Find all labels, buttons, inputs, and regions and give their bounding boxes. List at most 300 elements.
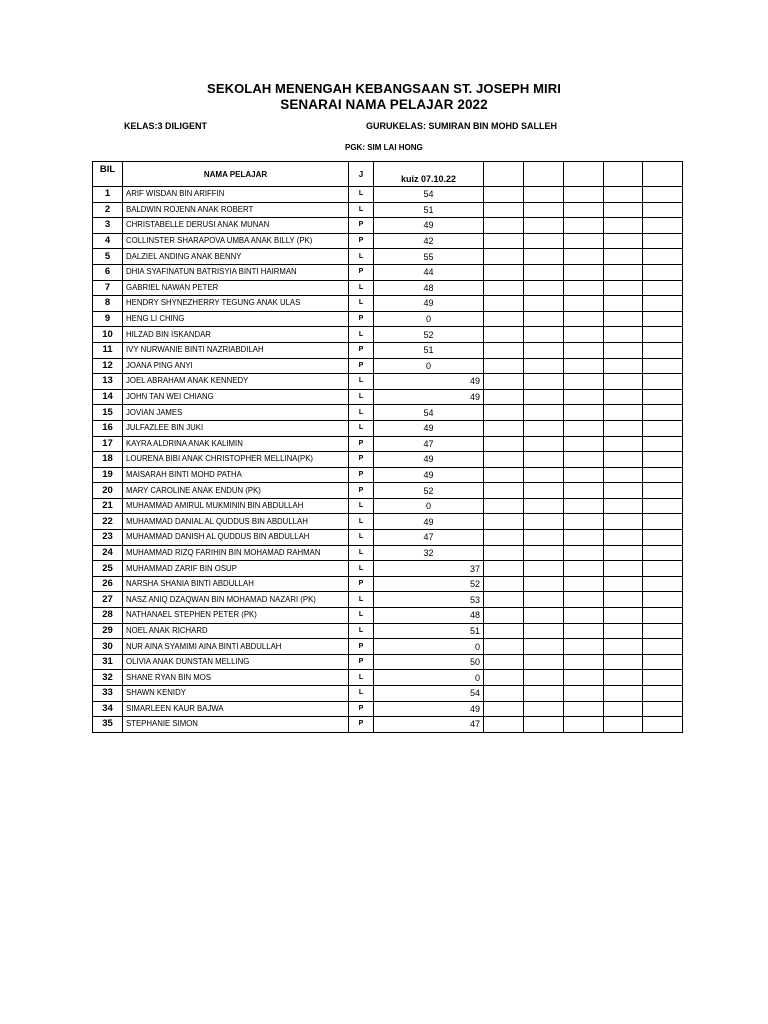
empty-cell <box>564 280 604 296</box>
gender-code: P <box>349 639 374 655</box>
empty-cell <box>564 264 604 280</box>
row-number: 34 <box>93 701 123 717</box>
empty-cell <box>643 483 683 499</box>
quiz-score: 0 <box>374 311 484 327</box>
student-name: DALZIEL ANDING ANAK BENNY <box>123 249 349 265</box>
student-name: IVY NURWANIE BINTI NAZRIABDILAH <box>123 342 349 358</box>
row-number: 8 <box>93 296 123 312</box>
student-name: BALDWIN ROJENN ANAK ROBERT <box>123 202 349 218</box>
empty-cell <box>524 296 564 312</box>
empty-cell <box>524 530 564 546</box>
empty-cell <box>524 405 564 421</box>
student-name: CHRISTABELLE DERUSI ANAK MUNAN <box>123 218 349 234</box>
empty-cell <box>484 623 524 639</box>
empty-cell <box>564 342 604 358</box>
empty-cell <box>524 311 564 327</box>
empty-cell <box>604 576 643 592</box>
empty-cell <box>564 498 604 514</box>
empty-cell <box>564 670 604 686</box>
empty-cell <box>643 701 683 717</box>
empty-cell <box>604 717 643 733</box>
empty-cell <box>564 296 604 312</box>
row-number: 18 <box>93 452 123 468</box>
empty-cell <box>564 545 604 561</box>
empty-cell <box>524 280 564 296</box>
student-name: HILZAD BIN ISKANDAR <box>123 327 349 343</box>
row-number: 32 <box>93 670 123 686</box>
student-name: STEPHANIE SIMON <box>123 717 349 733</box>
empty-cell <box>524 717 564 733</box>
table-row <box>93 608 683 624</box>
column-header-j: J <box>349 162 374 187</box>
empty-cell <box>604 686 643 702</box>
student-name: COLLINSTER SHARAPOVA UMBA ANAK BILLY (PK) <box>123 233 349 249</box>
school-title: SEKOLAH MENENGAH KEBANGSAAN ST. JOSEPH MIRI <box>207 81 561 96</box>
quiz-score: 53 <box>374 592 484 608</box>
student-name: MUHAMMAD RIZQ FARIHIN BIN MOHAMAD RAHMAN <box>123 545 349 561</box>
empty-cell <box>524 233 564 249</box>
gender-code: L <box>349 498 374 514</box>
quiz-score: 49 <box>374 420 484 436</box>
empty-cell <box>524 561 564 577</box>
empty-cell <box>604 498 643 514</box>
quiz-score: 52 <box>374 576 484 592</box>
empty-header-cell <box>524 162 564 187</box>
student-name: JOEL ABRAHAM ANAK KENNEDY <box>123 374 349 390</box>
empty-cell <box>564 218 604 234</box>
empty-cell <box>643 327 683 343</box>
student-name: MARY CAROLINE ANAK ENDUN (PK) <box>123 483 349 499</box>
empty-header-cell <box>484 162 524 187</box>
empty-cell <box>643 311 683 327</box>
gender-code: L <box>349 670 374 686</box>
student-name: NATHANAEL STEPHEN PETER (PK) <box>123 608 349 624</box>
student-name: JOANA PING ANYI <box>123 358 349 374</box>
row-number: 29 <box>93 623 123 639</box>
empty-cell <box>484 530 524 546</box>
pgk-label: PGK: SIM LAI HONG <box>345 143 423 152</box>
empty-cell <box>643 576 683 592</box>
quiz-score: 55 <box>374 249 484 265</box>
empty-cell <box>484 405 524 421</box>
empty-cell <box>604 514 643 530</box>
gender-code: L <box>349 389 374 405</box>
empty-cell <box>643 420 683 436</box>
student-table <box>92 161 683 733</box>
gender-code: P <box>349 218 374 234</box>
empty-cell <box>484 561 524 577</box>
quiz-score: 32 <box>374 545 484 561</box>
quiz-score: 50 <box>374 654 484 670</box>
table-row <box>93 701 683 717</box>
table-row <box>93 670 683 686</box>
empty-cell <box>564 686 604 702</box>
empty-cell <box>604 327 643 343</box>
empty-cell <box>484 342 524 358</box>
table-row <box>93 530 683 546</box>
quiz-score: 47 <box>374 530 484 546</box>
empty-cell <box>643 342 683 358</box>
quiz-score: 54 <box>374 405 484 421</box>
row-number: 3 <box>93 218 123 234</box>
row-number: 16 <box>93 420 123 436</box>
empty-cell <box>604 561 643 577</box>
gender-code: P <box>349 436 374 452</box>
empty-cell <box>484 436 524 452</box>
empty-cell <box>564 483 604 499</box>
table-row <box>93 264 683 280</box>
table-header-row <box>93 162 683 187</box>
student-name: JOVIAN JAMES <box>123 405 349 421</box>
empty-cell <box>524 670 564 686</box>
student-name: GABRIEL NAWAN PETER <box>123 280 349 296</box>
row-number: 10 <box>93 327 123 343</box>
empty-cell <box>484 717 524 733</box>
empty-cell <box>484 592 524 608</box>
gender-code: L <box>349 420 374 436</box>
empty-cell <box>604 389 643 405</box>
empty-cell <box>484 218 524 234</box>
empty-cell <box>604 436 643 452</box>
gender-code: L <box>349 514 374 530</box>
empty-cell <box>643 187 683 203</box>
row-number: 13 <box>93 374 123 390</box>
student-name: SHAWN KENIDY <box>123 686 349 702</box>
empty-cell <box>643 654 683 670</box>
student-name: DHIA SYAFINATUN BATRISYIA BINTI HAIRMAN <box>123 264 349 280</box>
empty-cell <box>604 623 643 639</box>
empty-cell <box>564 374 604 390</box>
empty-cell <box>524 436 564 452</box>
quiz-score: 44 <box>374 264 484 280</box>
empty-cell <box>524 639 564 655</box>
quiz-score: 51 <box>374 202 484 218</box>
empty-cell <box>524 608 564 624</box>
empty-cell <box>484 576 524 592</box>
empty-cell <box>484 467 524 483</box>
quiz-score: 49 <box>374 452 484 468</box>
empty-cell <box>484 498 524 514</box>
empty-cell <box>484 374 524 390</box>
empty-cell <box>564 514 604 530</box>
gender-code: L <box>349 249 374 265</box>
column-header-bil: BIL <box>93 162 123 187</box>
gender-code: L <box>349 608 374 624</box>
table-row <box>93 452 683 468</box>
empty-cell <box>484 389 524 405</box>
quiz-score: 54 <box>374 187 484 203</box>
row-number: 27 <box>93 592 123 608</box>
quiz-score: 54 <box>374 686 484 702</box>
table-row <box>93 405 683 421</box>
empty-cell <box>524 202 564 218</box>
quiz-score: 48 <box>374 608 484 624</box>
empty-cell <box>564 467 604 483</box>
student-name: JULFAZLEE BIN JUKI <box>123 420 349 436</box>
empty-cell <box>524 264 564 280</box>
table-row <box>93 296 683 312</box>
row-number: 30 <box>93 639 123 655</box>
row-number: 14 <box>93 389 123 405</box>
gender-code: P <box>349 358 374 374</box>
empty-cell <box>484 701 524 717</box>
row-number: 20 <box>93 483 123 499</box>
empty-cell <box>604 202 643 218</box>
table-row <box>93 483 683 499</box>
empty-cell <box>524 358 564 374</box>
table-row <box>93 498 683 514</box>
quiz-score: 37 <box>374 561 484 577</box>
empty-cell <box>524 374 564 390</box>
empty-cell <box>484 686 524 702</box>
quiz-score: 48 <box>374 280 484 296</box>
empty-cell <box>484 264 524 280</box>
class-label: KELAS:3 DILIGENT <box>124 121 208 131</box>
empty-cell <box>564 389 604 405</box>
empty-cell <box>643 233 683 249</box>
quiz-score: 49 <box>374 467 484 483</box>
empty-cell <box>564 327 604 343</box>
empty-cell <box>604 374 643 390</box>
empty-cell <box>564 436 604 452</box>
table-row <box>93 187 683 203</box>
table-row <box>93 358 683 374</box>
list-title: SENARAI NAMA PELAJAR 2022 <box>280 97 488 112</box>
empty-header-cell <box>643 162 683 187</box>
empty-cell <box>484 514 524 530</box>
gender-code: P <box>349 311 374 327</box>
gender-code: L <box>349 545 374 561</box>
student-name: NOEL ANAK RICHARD <box>123 623 349 639</box>
table-row <box>93 561 683 577</box>
empty-cell <box>484 296 524 312</box>
row-number: 15 <box>93 405 123 421</box>
empty-cell <box>524 686 564 702</box>
column-header-kuiz: kuiz 07.10.22 <box>374 162 484 187</box>
row-number: 4 <box>93 233 123 249</box>
row-number: 28 <box>93 608 123 624</box>
table-row <box>93 514 683 530</box>
gender-code: L <box>349 561 374 577</box>
gender-code: P <box>349 467 374 483</box>
empty-cell <box>524 623 564 639</box>
empty-cell <box>604 670 643 686</box>
gender-code: L <box>349 405 374 421</box>
empty-cell <box>564 249 604 265</box>
empty-cell <box>604 452 643 468</box>
empty-cell <box>524 420 564 436</box>
student-name: OLIVIA ANAK DUNSTAN MELLING <box>123 654 349 670</box>
student-name: MUHAMMAD AMIRUL MUKMININ BIN ABDULLAH <box>123 498 349 514</box>
empty-cell <box>564 639 604 655</box>
quiz-score: 42 <box>374 233 484 249</box>
empty-cell <box>484 608 524 624</box>
empty-cell <box>564 187 604 203</box>
row-number: 25 <box>93 561 123 577</box>
table-row <box>93 654 683 670</box>
empty-cell <box>643 202 683 218</box>
row-number: 31 <box>93 654 123 670</box>
table-row <box>93 280 683 296</box>
empty-cell <box>524 187 564 203</box>
gender-code: L <box>349 280 374 296</box>
empty-cell <box>643 264 683 280</box>
empty-cell <box>564 530 604 546</box>
empty-cell <box>484 202 524 218</box>
empty-cell <box>643 561 683 577</box>
empty-cell <box>604 311 643 327</box>
table-row <box>93 249 683 265</box>
empty-cell <box>643 296 683 312</box>
empty-cell <box>564 358 604 374</box>
row-number: 9 <box>93 311 123 327</box>
empty-cell <box>524 483 564 499</box>
empty-cell <box>643 280 683 296</box>
row-number: 21 <box>93 498 123 514</box>
column-header-nama: NAMA PELAJAR <box>123 162 349 187</box>
student-name: NARSHA SHANIA BINTI ABDULLAH <box>123 576 349 592</box>
quiz-score: 0 <box>374 670 484 686</box>
empty-cell <box>484 545 524 561</box>
empty-cell <box>564 420 604 436</box>
empty-cell <box>484 670 524 686</box>
empty-cell <box>643 686 683 702</box>
empty-cell <box>643 639 683 655</box>
empty-cell <box>524 249 564 265</box>
empty-cell <box>524 218 564 234</box>
row-number: 2 <box>93 202 123 218</box>
empty-cell <box>524 389 564 405</box>
empty-cell <box>484 483 524 499</box>
empty-cell <box>643 623 683 639</box>
empty-cell <box>524 467 564 483</box>
empty-cell <box>484 233 524 249</box>
gender-code: L <box>349 296 374 312</box>
gender-code: L <box>349 592 374 608</box>
table-row <box>93 639 683 655</box>
gender-code: L <box>349 686 374 702</box>
student-name: MUHAMMAD DANIAL AL QUDDUS BIN ABDULLAH <box>123 514 349 530</box>
table-row <box>93 686 683 702</box>
empty-cell <box>564 623 604 639</box>
student-name: JOHN TAN WEI CHIANG <box>123 389 349 405</box>
empty-cell <box>604 296 643 312</box>
row-number: 35 <box>93 717 123 733</box>
gender-code: L <box>349 530 374 546</box>
row-number: 1 <box>93 187 123 203</box>
empty-cell <box>643 717 683 733</box>
student-name: MUHAMMAD DANISH AL QUDDUS BIN ABDULLAH <box>123 530 349 546</box>
empty-cell <box>564 701 604 717</box>
empty-cell <box>484 249 524 265</box>
quiz-score: 49 <box>374 389 484 405</box>
row-number: 12 <box>93 358 123 374</box>
student-name: KAYRA ALDRINA ANAK KALIMIN <box>123 436 349 452</box>
empty-cell <box>604 545 643 561</box>
student-name: SHANE RYAN BIN MOS <box>123 670 349 686</box>
empty-cell <box>484 639 524 655</box>
table-row <box>93 623 683 639</box>
empty-cell <box>643 249 683 265</box>
row-number: 22 <box>93 514 123 530</box>
table-row <box>93 545 683 561</box>
empty-cell <box>564 405 604 421</box>
empty-cell <box>604 483 643 499</box>
table-row <box>93 202 683 218</box>
empty-cell <box>564 717 604 733</box>
empty-cell <box>484 358 524 374</box>
table-row <box>93 592 683 608</box>
empty-cell <box>604 608 643 624</box>
table-row <box>93 420 683 436</box>
empty-cell <box>643 514 683 530</box>
gender-code: P <box>349 717 374 733</box>
student-name: HENDRY SHYNEZHERRY TEGUNG ANAK ULAS <box>123 296 349 312</box>
empty-cell <box>604 187 643 203</box>
table-row <box>93 342 683 358</box>
empty-cell <box>643 389 683 405</box>
quiz-score: 52 <box>374 327 484 343</box>
student-name: ARIF WISDAN BIN ARIFFIN <box>123 187 349 203</box>
empty-cell <box>643 218 683 234</box>
empty-cell <box>524 514 564 530</box>
table-row <box>93 218 683 234</box>
empty-cell <box>524 498 564 514</box>
table-row <box>93 389 683 405</box>
quiz-score: 49 <box>374 514 484 530</box>
gender-code: P <box>349 233 374 249</box>
empty-cell <box>643 374 683 390</box>
empty-cell <box>604 342 643 358</box>
empty-cell <box>564 561 604 577</box>
row-number: 23 <box>93 530 123 546</box>
row-number: 11 <box>93 342 123 358</box>
empty-cell <box>484 311 524 327</box>
empty-cell <box>524 545 564 561</box>
gender-code: P <box>349 654 374 670</box>
empty-cell <box>524 342 564 358</box>
empty-cell <box>484 452 524 468</box>
quiz-score: 51 <box>374 623 484 639</box>
empty-cell <box>564 654 604 670</box>
empty-cell <box>564 233 604 249</box>
student-name: HENG LI CHING <box>123 311 349 327</box>
empty-cell <box>604 592 643 608</box>
empty-cell <box>643 436 683 452</box>
empty-cell <box>564 608 604 624</box>
empty-cell <box>643 358 683 374</box>
empty-cell <box>604 639 643 655</box>
empty-cell <box>604 218 643 234</box>
gender-code: P <box>349 576 374 592</box>
empty-cell <box>643 452 683 468</box>
table-row <box>93 717 683 733</box>
empty-cell <box>604 467 643 483</box>
table-row <box>93 327 683 343</box>
table-row <box>93 576 683 592</box>
empty-cell <box>604 701 643 717</box>
row-number: 24 <box>93 545 123 561</box>
empty-cell <box>643 670 683 686</box>
table-body <box>93 187 683 733</box>
row-number: 33 <box>93 686 123 702</box>
quiz-score: 52 <box>374 483 484 499</box>
table-row <box>93 233 683 249</box>
table-row <box>93 374 683 390</box>
gender-code: L <box>349 187 374 203</box>
quiz-score: 49 <box>374 218 484 234</box>
quiz-score: 51 <box>374 342 484 358</box>
